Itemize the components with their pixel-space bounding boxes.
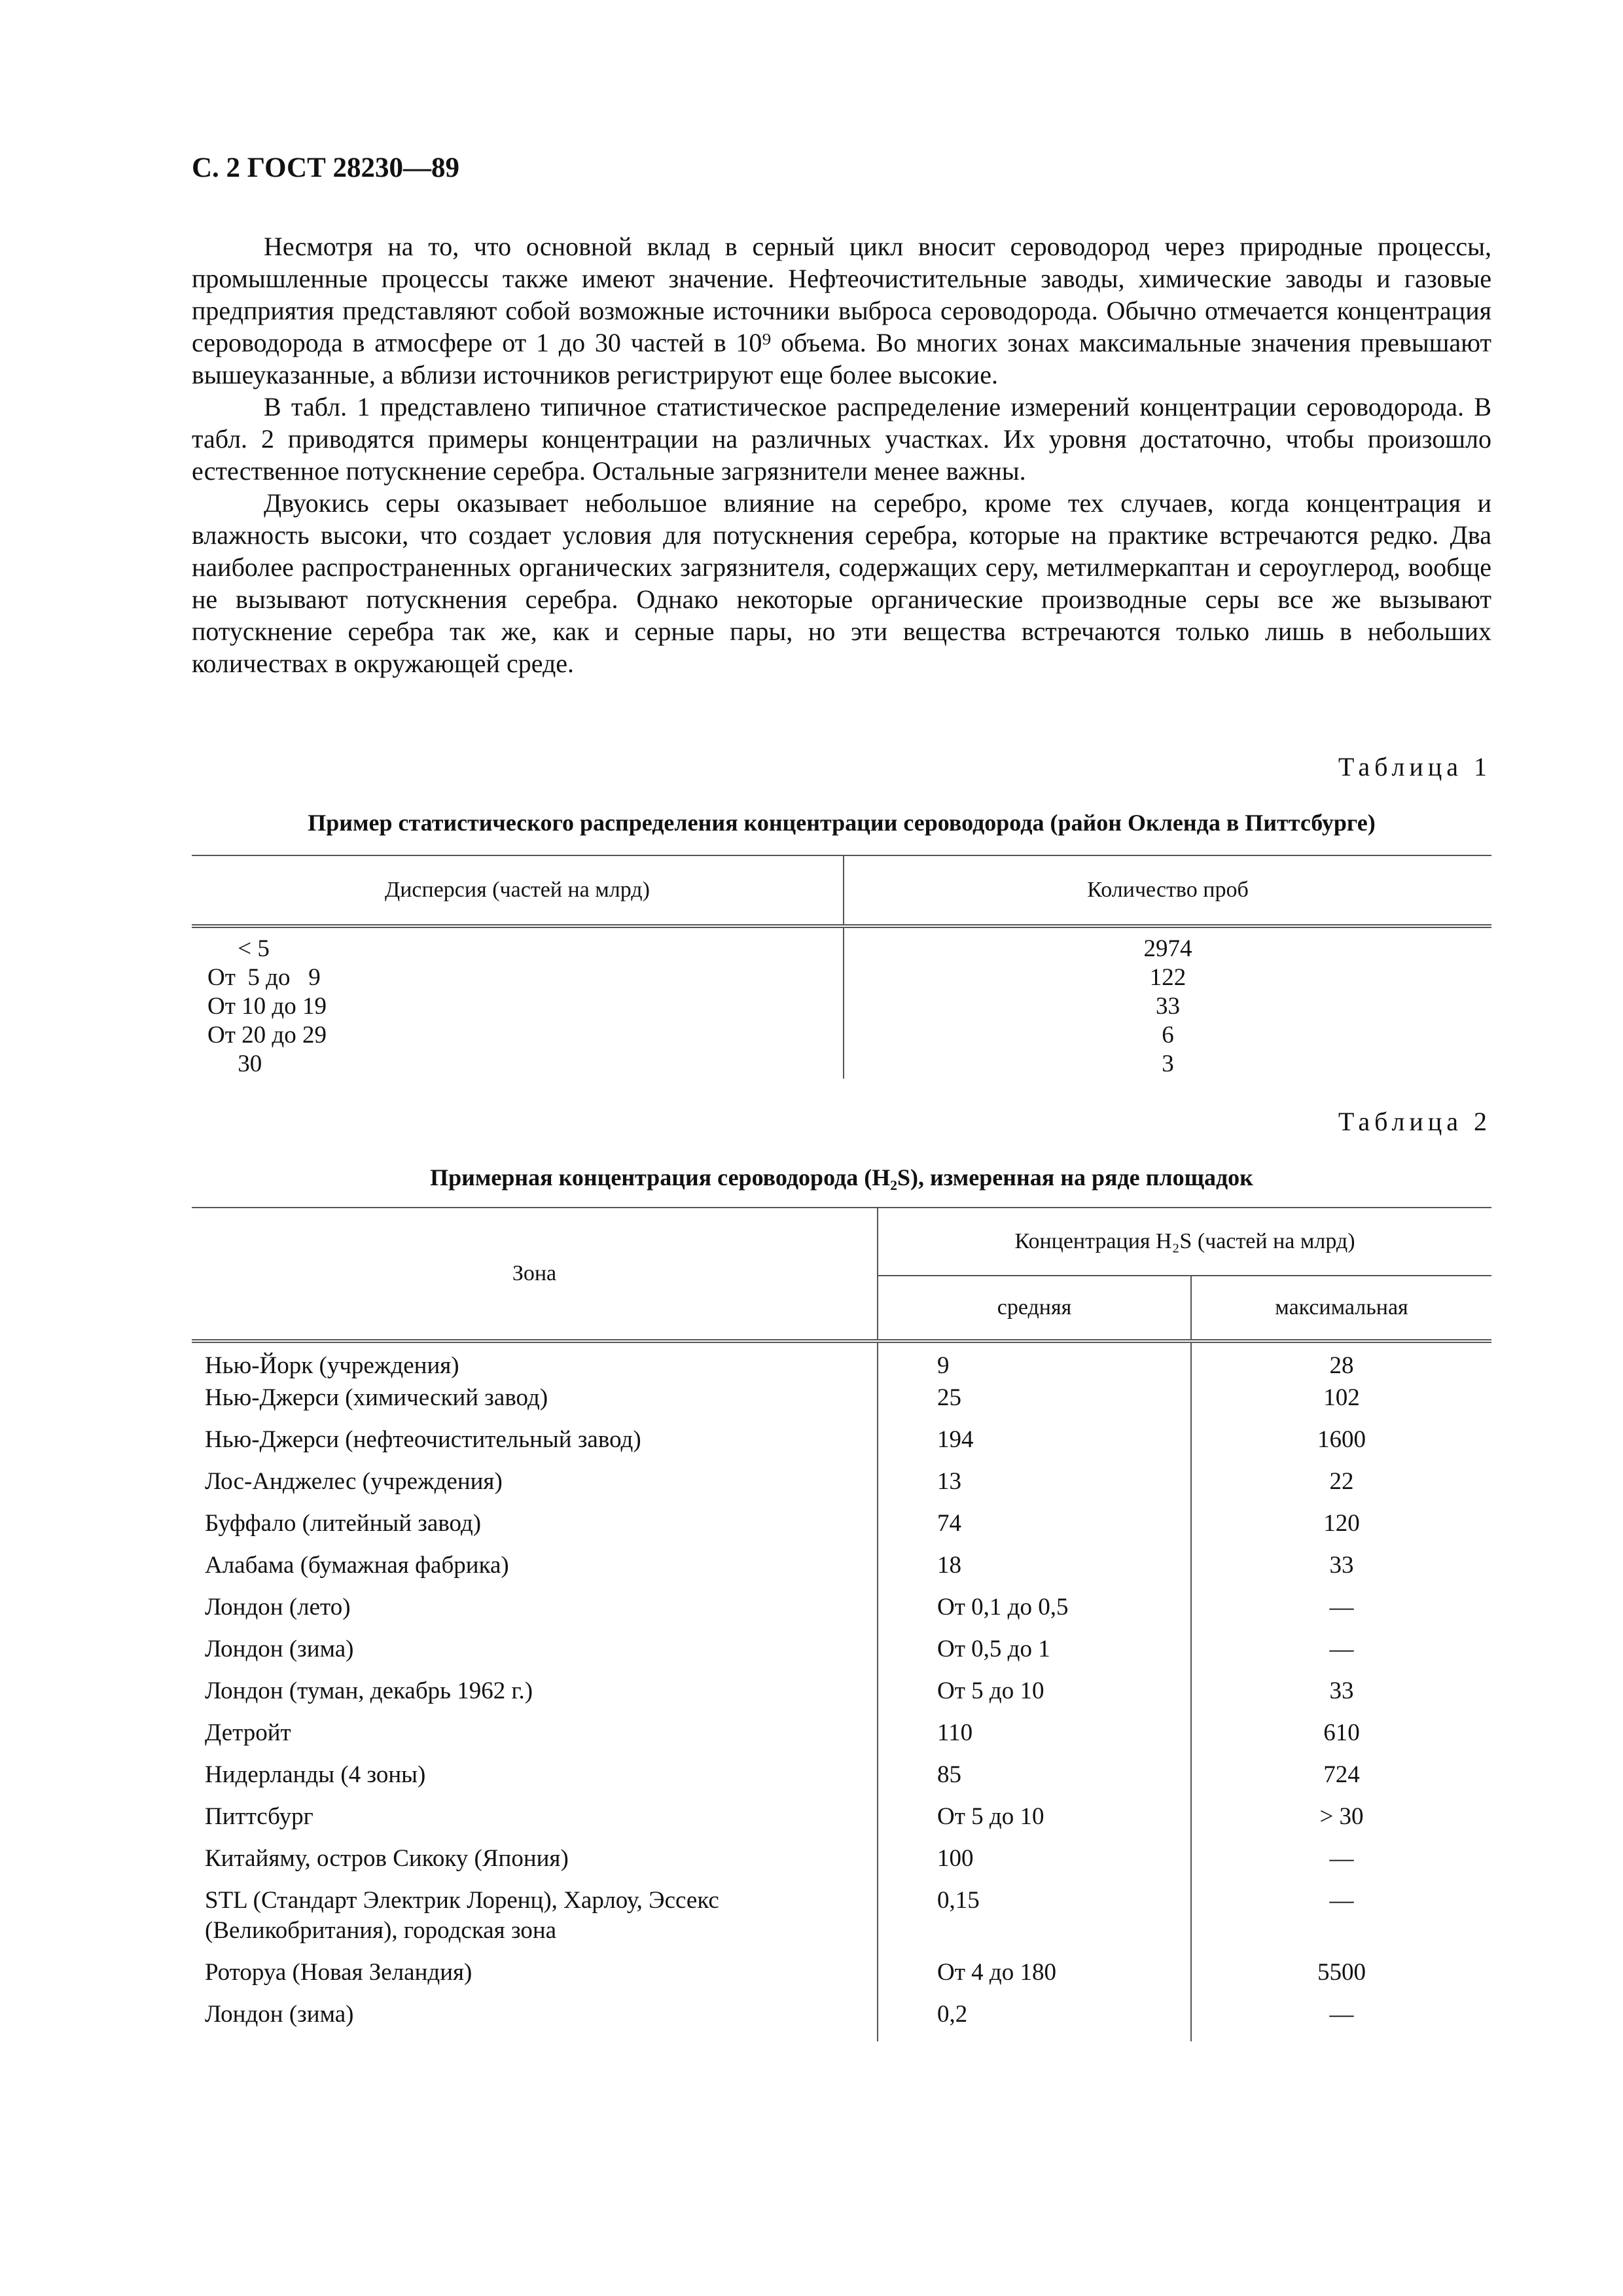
table1-cell-dispersion: От 20 до 29 bbox=[192, 1021, 844, 1050]
table2-cell-zone: Буффало (литейный завод) bbox=[192, 1509, 878, 1551]
table2-cell-maximum: 102 bbox=[1323, 1384, 1360, 1411]
table1-cell-count: 33 bbox=[1156, 993, 1180, 1020]
table2-cell-average: От 5 до 10 bbox=[878, 1676, 1191, 1718]
table-row bbox=[192, 1802, 1491, 1844]
table-row bbox=[192, 1676, 1491, 1718]
table2-cell-average: 18 bbox=[878, 1551, 1191, 1592]
table1-cell-count: 3 bbox=[1162, 1050, 1174, 1077]
table2-cell-average: 194 bbox=[878, 1425, 1191, 1467]
table-row bbox=[192, 2000, 1491, 2041]
table2-cell-maximum: 22 bbox=[1329, 1468, 1354, 1495]
table1-title: Пример статистического распределения концентрации сероводорода (район Окленда в Питтсбурге) bbox=[308, 810, 1376, 836]
table2-header-row bbox=[192, 1208, 1491, 1276]
table1 bbox=[192, 855, 1491, 1079]
table2-header-maximum: максимальная bbox=[1275, 1295, 1408, 1319]
table-row bbox=[192, 1425, 1491, 1467]
table2-cell-average: 0,15 bbox=[878, 1886, 1191, 1958]
table2-cell-maximum: 28 bbox=[1329, 1352, 1354, 1379]
table1-header-count: Количество проб bbox=[1087, 878, 1249, 902]
table2-cell-zone: Китайяму, остров Сикоку (Япония) bbox=[192, 1844, 878, 1886]
table2-cell-maximum: — bbox=[1329, 2001, 1354, 2028]
table2-header-zone: Зона bbox=[192, 1208, 878, 1341]
table-row bbox=[192, 992, 1491, 1021]
table-row bbox=[192, 1467, 1491, 1509]
table2-cell-zone: Лондон (зима) bbox=[192, 2000, 878, 2041]
table2-cell-average: 25 bbox=[878, 1383, 1191, 1425]
table1-header-row bbox=[192, 855, 1491, 926]
table2-cell-maximum: 724 bbox=[1323, 1761, 1360, 1788]
table-row bbox=[192, 1050, 1491, 1079]
table-row bbox=[192, 1634, 1491, 1676]
table1-cell-dispersion: < 5 bbox=[192, 926, 844, 963]
table2-cell-maximum: 33 bbox=[1329, 1552, 1354, 1579]
table-row bbox=[192, 926, 1491, 963]
table-row bbox=[192, 1844, 1491, 1886]
table2-cell-average: 0,2 bbox=[878, 2000, 1191, 2041]
table2-cell-zone: STL (Стандарт Электрик Лоренц), Харлоу, Эссекс (Великобритания), городская зона bbox=[192, 1886, 878, 1958]
table2-cell-average: От 4 до 180 bbox=[878, 1958, 1191, 2000]
table2-cell-average: 110 bbox=[878, 1718, 1191, 1760]
table2-cell-zone: Роторуа (Новая Зеландия) bbox=[192, 1958, 878, 2000]
table2-cell-maximum: — bbox=[1329, 1636, 1354, 1662]
table2-cell-average: 85 bbox=[878, 1760, 1191, 1802]
table2-header-concentration: Концентрация H₂S (частей на млрд) bbox=[878, 1208, 1491, 1276]
table1-cell-dispersion: От 10 до 19 bbox=[192, 992, 844, 1021]
table-row bbox=[192, 1509, 1491, 1551]
table-row bbox=[192, 1551, 1491, 1592]
table2-cell-maximum: — bbox=[1329, 1845, 1354, 1872]
table2-cell-zone: Нью-Йорк (учреждения) bbox=[192, 1341, 878, 1383]
table2-title: Примерная концентрация сероводорода (H₂S), измеренная на ряде площадок bbox=[430, 1164, 1253, 1191]
table2-cell-zone: Питтсбург bbox=[192, 1802, 878, 1844]
table1-header-dispersion: Дисперсия (частей на млрд) bbox=[192, 855, 844, 926]
table2-cell-zone: Лондон (зима) bbox=[192, 1634, 878, 1676]
table1-cell-count: 6 bbox=[1162, 1022, 1174, 1049]
table2-cell-zone: Лос-Анджелес (учреждения) bbox=[192, 1467, 878, 1509]
table2-cell-zone: Детройт bbox=[192, 1718, 878, 1760]
table2-cell-maximum: 610 bbox=[1323, 1719, 1360, 1746]
body-text bbox=[192, 230, 1491, 679]
table-row bbox=[192, 963, 1491, 992]
table1-label: Таблица 1 bbox=[1338, 752, 1491, 781]
table-row bbox=[192, 1760, 1491, 1802]
page-header: С. 2 ГОСТ 28230—89 bbox=[192, 152, 460, 183]
table2-header-average: средняя bbox=[878, 1276, 1191, 1341]
table2-cell-zone: Нью-Джерси (химический завод) bbox=[192, 1383, 878, 1425]
table2-cell-maximum: 120 bbox=[1323, 1510, 1360, 1537]
table-row bbox=[192, 1958, 1491, 2000]
table2-cell-average: От 0,5 до 1 bbox=[878, 1634, 1191, 1676]
table2-cell-zone: Лондон (лето) bbox=[192, 1592, 878, 1634]
table2-cell-average: 13 bbox=[878, 1467, 1191, 1509]
table-row bbox=[192, 1718, 1491, 1760]
table1-cell-count: 2974 bbox=[1143, 935, 1192, 962]
table1-cell-dispersion: От 5 до 9 bbox=[192, 963, 844, 992]
paragraph: В табл. 1 представлено типичное статистическое распределение измерений концентрации сероводорода. В табл. 2 приводятся примеры концентрации на различных участках. Их уровня достаточно, чтобы произошло естественное потускнение серебра. Остальные загрязнители менее важны. bbox=[192, 392, 1491, 486]
table2-cell-zone: Нью-Джерси (нефтеочистительный завод) bbox=[192, 1425, 878, 1467]
table2 bbox=[192, 1207, 1491, 2041]
table2-cell-maximum: 5500 bbox=[1317, 1959, 1366, 1986]
table2-cell-average: 100 bbox=[878, 1844, 1191, 1886]
table-row bbox=[192, 1592, 1491, 1634]
paragraph: Несмотря на то, что основной вклад в серный цикл вносит сероводород через природные процессы, промышленные процессы также имеют значение. Нефтеочистительные заводы, химические заводы и газовые предприятия представляют собой возможные источники выброса сероводорода. Обычно отмечается концентрация сероводорода в атмосфере от 1 до 30 частей в 10⁹ объема. Во многих зонах максимальные значения превышают вышеуказанные, а вблизи источников регистрируют еще более высокие. bbox=[192, 232, 1491, 389]
table-row bbox=[192, 1886, 1491, 1958]
table2-label: Таблица 2 bbox=[1338, 1107, 1491, 1136]
table2-cell-zone: Алабама (бумажная фабрика) bbox=[192, 1551, 878, 1592]
table-row bbox=[192, 1383, 1491, 1425]
table2-cell-average: От 0,1 до 0,5 bbox=[878, 1592, 1191, 1634]
table2-cell-maximum: — bbox=[1329, 1887, 1354, 1914]
table1-cell-count: 122 bbox=[1149, 964, 1186, 991]
table2-cell-average: 74 bbox=[878, 1509, 1191, 1551]
table1-cell-dispersion: 30 bbox=[192, 1050, 844, 1079]
table2-cell-maximum: 1600 bbox=[1317, 1426, 1366, 1453]
paragraph: Двуокись серы оказывает небольшое влияние на серебро, кроме тех случаев, когда концентрация и влажность высоки, что создает условия для потускнения серебра, которые на практике встречаются редко. Два наиболее распространенных органических загрязнителя, содержащих серу, метилмеркаптан и сероуглерод, вообще не вызывают потускнения серебра. Однако некоторые органические производные серы все же вызывают потускнение серебра так же, как и серные пары, но эти вещества встречаются только лишь в небольших количествах в окружающей среде. bbox=[192, 488, 1491, 678]
table-row bbox=[192, 1021, 1491, 1050]
table2-cell-maximum: > 30 bbox=[1319, 1803, 1364, 1830]
table2-cell-zone: Лондон (туман, декабрь 1962 г.) bbox=[192, 1676, 878, 1718]
table-row bbox=[192, 1341, 1491, 1383]
table2-cell-average: От 5 до 10 bbox=[878, 1802, 1191, 1844]
table2-cell-zone: Нидерланды (4 зоны) bbox=[192, 1760, 878, 1802]
table2-cell-maximum: 33 bbox=[1329, 1677, 1354, 1704]
table2-cell-average: 9 bbox=[878, 1341, 1191, 1383]
table2-cell-maximum: — bbox=[1329, 1594, 1354, 1621]
